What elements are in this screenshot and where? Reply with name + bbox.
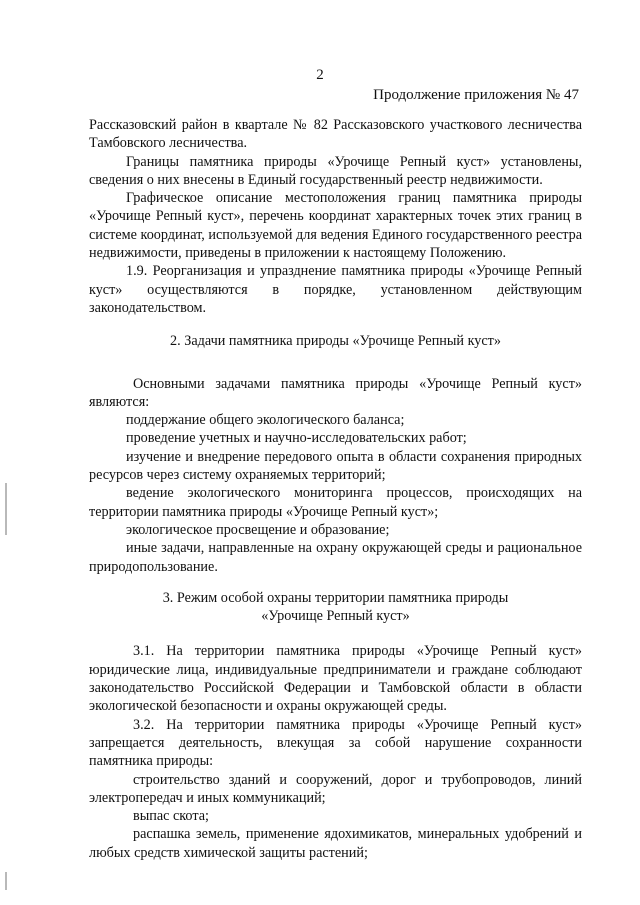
section-2-heading: 2. Задачи памятника природы «Урочище Репный куст» xyxy=(170,333,501,350)
task-item: экологическое просвещение и образование; xyxy=(126,521,390,538)
task-item: проведение учетных и научно-исследовательских работ; xyxy=(126,430,467,447)
margin-scan-mark xyxy=(5,872,7,890)
appendix-continuation-label: Продолжение приложения № 47 xyxy=(373,87,579,103)
prohibited-item: распашка земель, применение ядохимикатов, минеральных удобрений и любых средств химической защиты растений; xyxy=(89,826,582,861)
paragraph-location: Рассказовский район в квартале № 82 Рассказовского участкового лесничества Тамбовского лесничества. xyxy=(89,117,582,152)
paragraph-graphic-description: Графическое описание местоположения границ памятника природы «Урочище Репный куст», перечень координат характерных точек этих границ в системе координат, используемой для ведения Единого государственного реестра недвижимости, приведены в приложении к настоящему Положению. xyxy=(89,190,582,262)
task-item: иные задачи, направленные на охрану окружающей среды и рациональное природопользование. xyxy=(89,540,582,575)
margin-scan-mark xyxy=(5,483,7,535)
paragraph-boundaries: Границы памятника природы «Урочище Репный куст» установлены, сведения о них внесены в Единый государственный реестр недвижимости. xyxy=(89,153,582,188)
paragraph-3-1: 3.1. На территории памятника природы «Урочище Репный куст» юридические лица, индивидуальные предприниматели и граждане соблюдают законодательство Российской Федерации и Тамбовской области в области экологической безопасности и охраны окружающей среды. xyxy=(89,643,582,715)
section-3-heading-line1: 3. Режим особой охраны территории памятника природы xyxy=(162,589,509,606)
page-number: 2 xyxy=(316,67,324,83)
paragraph-3-2: 3.2. На территории памятника природы «Урочище Репный куст» запрещается деятельность, влекущая за собой нарушение сохранности памятника природы: xyxy=(89,716,582,770)
prohibited-item: строительство зданий и сооружений, дорог и трубопроводов, линий электропередач и иных коммуникаций; xyxy=(89,771,582,806)
prohibited-item: выпас скота; xyxy=(133,808,209,825)
task-item: ведение экологического мониторинга процессов, происходящих на территории памятника природы «Урочище Репный куст»; xyxy=(89,485,582,520)
task-item: поддержание общего экологического баланса; xyxy=(126,412,405,429)
section-3-heading-line2: «Урочище Репный куст» xyxy=(261,608,410,625)
section-3-heading xyxy=(89,589,582,626)
document-body xyxy=(89,116,582,862)
task-item: изучение и внедрение передового опыта в области сохранения природных ресурсов через систему охраняемых территорий; xyxy=(89,448,582,484)
section-2-intro: Основными задачами памятника природы «Урочище Репный куст» являются: xyxy=(89,375,582,410)
paragraph-reorganization: 1.9. Реорганизация и упразднение памятника природы «Урочище Репный куст» осуществляются в порядке, установленном действующим законодательством. xyxy=(89,263,582,316)
